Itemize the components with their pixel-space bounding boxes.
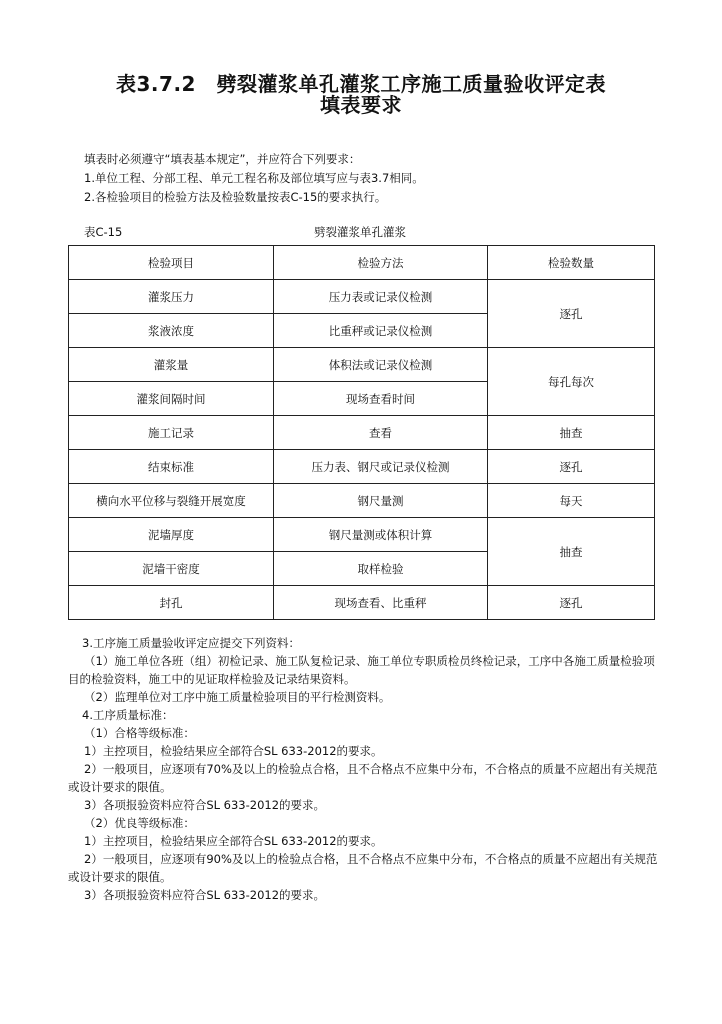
table-row — [69, 348, 655, 382]
quantity-cell: 逐孔 — [488, 280, 655, 348]
table-row — [69, 586, 655, 620]
quantity-cell: 逐孔 — [488, 586, 655, 620]
item-cell: 施工记录 — [69, 416, 274, 450]
page-subtitle: 填表要求 — [320, 93, 402, 117]
item-cell: 封孔 — [69, 586, 274, 620]
quantity-cell: 逐孔 — [488, 450, 655, 484]
method-cell: 压力表或记录仪检测 — [274, 280, 488, 314]
inspection-table — [68, 245, 655, 620]
intro-line: 2.各检验项目的检验方法及检验数量按表C-15的要求执行。 — [84, 190, 387, 204]
intro-line: 1.单位工程、分部工程、单元工程名称及部位填写应与表3.7相同。 — [84, 171, 424, 185]
method-cell: 钢尺量测或体积计算 — [274, 518, 488, 552]
item-cell: 灌浆量 — [69, 348, 274, 382]
table-row — [69, 518, 655, 552]
table-id: 表C-15 — [84, 225, 123, 239]
table-row — [69, 450, 655, 484]
note-line: 1）主控项目，检验结果应全部符合SL 633-2012的要求。 — [84, 834, 383, 848]
note-line: 3.工序施工质量验收评定应提交下列资料： — [82, 636, 300, 650]
item-cell: 浆液浓度 — [69, 314, 274, 348]
note-line: （1）合格等级标准： — [84, 726, 195, 740]
quantity-cell: 抽查 — [488, 518, 655, 586]
notes-section — [68, 634, 658, 904]
table-row — [69, 280, 655, 314]
quantity-cell: 每孔每次 — [488, 348, 655, 416]
quantity-cell: 每天 — [488, 484, 655, 518]
method-cell: 钢尺量测 — [274, 484, 488, 518]
method-cell: 比重秤或记录仪检测 — [274, 314, 488, 348]
method-cell: 取样检验 — [274, 552, 488, 586]
intro-line: 填表时必须遵守“填表基本规定”，并应符合下列要求： — [84, 152, 361, 166]
item-cell: 泥墙干密度 — [69, 552, 274, 586]
item-cell: 横向水平位移与裂缝开展宽度 — [69, 484, 274, 518]
item-cell: 灌浆压力 — [69, 280, 274, 314]
method-cell: 体积法或记录仪检测 — [274, 348, 488, 382]
item-cell: 灌浆间隔时间 — [69, 382, 274, 416]
header-item: 检验项目 — [69, 246, 274, 280]
note-line: 3）各项报验资料应符合SL 633-2012的要求。 — [84, 798, 326, 812]
table-row — [69, 416, 655, 450]
method-cell: 压力表、钢尺或记录仪检测 — [274, 450, 488, 484]
note-line: 2）一般项目，应逐项有90%及以上的检验点合格，且不合格点不应集中分布，不合格点的质量不应超出有关规范或设计要求的限值。 — [68, 852, 658, 884]
header-quantity: 检验数量 — [488, 246, 655, 280]
item-cell: 泥墙厚度 — [69, 518, 274, 552]
note-line: 3）各项报验资料应符合SL 633-2012的要求。 — [84, 888, 326, 902]
quantity-cell: 抽查 — [488, 416, 655, 450]
note-line: 1）主控项目，检验结果应全部符合SL 633-2012的要求。 — [84, 744, 383, 758]
method-cell: 现场查看、比重秤 — [274, 586, 488, 620]
header-method: 检验方法 — [274, 246, 488, 280]
note-line: 2）一般项目，应逐项有70%及以上的检验点合格，且不合格点不应集中分布，不合格点的质量不应超出有关规范或设计要求的限值。 — [68, 762, 658, 794]
note-line: （2）优良等级标准： — [84, 816, 195, 830]
note-line: （2）监理单位对工序中施工质量检验项目的平行检测资料。 — [84, 690, 391, 704]
item-cell: 结束标准 — [69, 450, 274, 484]
table-name: 劈裂灌浆单孔灌浆 — [314, 225, 406, 239]
note-line: 4.工序质量标准： — [82, 708, 174, 722]
method-cell: 现场查看时间 — [274, 382, 488, 416]
table-header-row — [69, 246, 655, 280]
table-row — [69, 484, 655, 518]
page-title: 表3.7.2 劈裂灌浆单孔灌浆工序施工质量验收评定表 — [116, 72, 606, 96]
method-cell: 查看 — [274, 416, 488, 450]
note-line: （1）施工单位各班（组）初检记录、施工队复检记录、施工单位专职质检员终检记录，工序中各施工质量检验项目的检验资料，施工中的见证取样检验及记录结果资料。 — [68, 654, 655, 686]
